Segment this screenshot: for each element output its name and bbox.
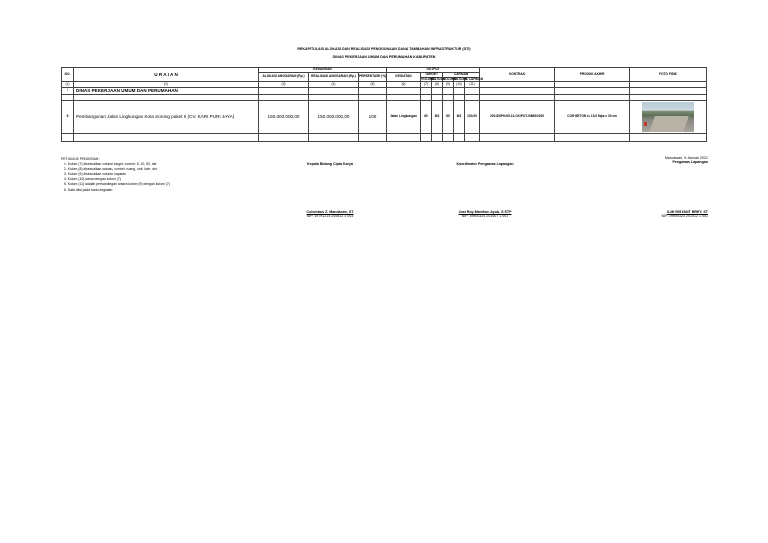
row-kontrak: 200.8/SPK/05.13-CK/PUT-9/885/2020: [480, 101, 555, 134]
row-target-volume: 60: [421, 101, 432, 134]
header-produk: PRODUK AKHIR: [555, 68, 630, 82]
header-uraian: U R A I A N: [74, 68, 259, 82]
note-item: 2. Kolom (8) disesuaikan satuan, contoh: ruang, unit, kwh, dst: [64, 167, 157, 172]
row-kegiatan: Jalan Lingkungan: [387, 101, 421, 134]
header-kegiatan: KEGIATAN: [387, 73, 421, 82]
signature-name-koordinator: [430, 210, 540, 218]
note-item: 1. Kolom (7) disesuaikan volume target, contoh: 5, 10, 50, dst: [64, 162, 157, 167]
header-foto: FOTO FISIK: [630, 68, 707, 82]
note-item: 5. Kolom (11) adalah perbandingan antara kolom (9) dengan kolom (7): [64, 182, 170, 187]
signature-block-kabid: [300, 162, 360, 166]
header-capaian-satuan: SATUAN: [454, 76, 468, 81]
header-target-satuan: SATUAN: [432, 76, 446, 81]
section-row: [62, 88, 707, 95]
signer-role: Kepala Bidang Cipta Karya: [307, 162, 353, 166]
header-capaian-persen: % CAPAIAN: [465, 76, 484, 81]
notes-block: [61, 157, 170, 193]
row-foto-cell: [630, 101, 707, 134]
col-num: (8): [432, 82, 443, 88]
row-alokasi: 150.000.000,00: [259, 101, 309, 134]
signer-nip: NIP. 19900324 201507 1 001: [461, 214, 509, 218]
header-realisasi: REALISASI ANGGARAN (Rp.): [309, 73, 359, 82]
header-kontrak: KONTRAK: [480, 68, 555, 82]
header-keuangan: KEUANGAN: [259, 68, 387, 73]
row-target-satuan: M3: [432, 101, 443, 134]
signer-nip: NIP. 19791214 200812 1 003: [306, 214, 354, 218]
header-persen: PERSENTASE (%): [359, 73, 387, 82]
place-date: Manokwari, 5 Januari 2021: [664, 156, 708, 160]
col-num: (11): [465, 82, 480, 88]
notes-title: PETUNJUK PENGISIAN :: [61, 157, 101, 161]
row-realisasi: 150.000.000,00: [309, 101, 359, 134]
header-capaian: CAPAIAN: [443, 73, 480, 78]
header-capaian-volume: VOLUME: [443, 76, 457, 81]
signature-name-pengawas: [628, 210, 708, 218]
header-no: NO.: [62, 68, 74, 82]
signature-block-pengawas: [628, 156, 708, 164]
row-produk: COR BETON t= 15,0 Mpa x 30 cm: [555, 101, 630, 134]
row-capaian-satuan: M3: [454, 101, 465, 134]
signature-block-koordinator: [430, 162, 540, 166]
road-surface: [649, 116, 689, 132]
row-capaian-persen: 100,00: [465, 101, 480, 134]
header-output: OUTPUT: [387, 68, 480, 73]
row-uraian: Pembangunan Jalan Lingkungan Kota Sorong paket II (CV. KARI PURI JAYA): [74, 101, 259, 134]
row-persen: 100: [359, 101, 387, 134]
recap-table: [61, 67, 707, 142]
row-no: 8: [62, 101, 74, 134]
signer-role: Koordinator Pengawas Lapangan: [456, 162, 514, 166]
row-capaian-volume: 60: [443, 101, 454, 134]
header-target: TARGET: [421, 73, 443, 78]
col-num: (10): [454, 82, 465, 88]
col-num: (3): [259, 82, 309, 88]
signer-name: ILMI RISYANT BREY, ST: [667, 210, 708, 214]
col-num: (1): [62, 82, 74, 88]
signature-name-kabid: [280, 210, 380, 218]
road-photo: [642, 102, 694, 132]
project-sign: [644, 122, 647, 126]
col-num: (5): [359, 82, 387, 88]
col-num: (6): [387, 82, 421, 88]
col-num: (9): [443, 82, 454, 88]
signer-nip: NIP. 19900325 201412 1 001: [661, 214, 708, 218]
table-row: [62, 101, 707, 134]
col-num: (4): [309, 82, 359, 88]
document-title: REKAPITULASI ALOKASI DAN REALISASI PENGGUNAAN DANA TAMBAHAN INFRASTRUKTUR (DTI): [297, 47, 471, 51]
header-alokasi: ALOKASI ANGGARAN (Rp.): [259, 73, 309, 82]
signer-name: Colombus Z. Mandacan, ST: [306, 210, 354, 214]
note-item: 3. Kolom (9) disesuaikan volume capaian: [64, 172, 127, 177]
col-num: (7): [421, 82, 432, 88]
col-num: (2): [74, 82, 259, 88]
signer-name: Jost Roy Manihon Ayub, S.STP: [458, 210, 512, 214]
note-item: 6. Data diisi pada kartu kegiatan: [64, 187, 113, 192]
signer-role: Pengawas Lapangan: [672, 160, 708, 164]
document-subtitle: DINAS PEKERJAAN UMUM DAN PERUMAHAN KABUPATEN: [332, 55, 436, 59]
section-no: I: [62, 88, 74, 95]
header-target-volume: VOLUME: [421, 76, 435, 81]
note-item: 4. Kolom (10) sama dengan kolom (7): [64, 177, 121, 182]
section-label: DINAS PEKERJAAN UMUM DAN PERUMAHAN: [74, 88, 259, 95]
